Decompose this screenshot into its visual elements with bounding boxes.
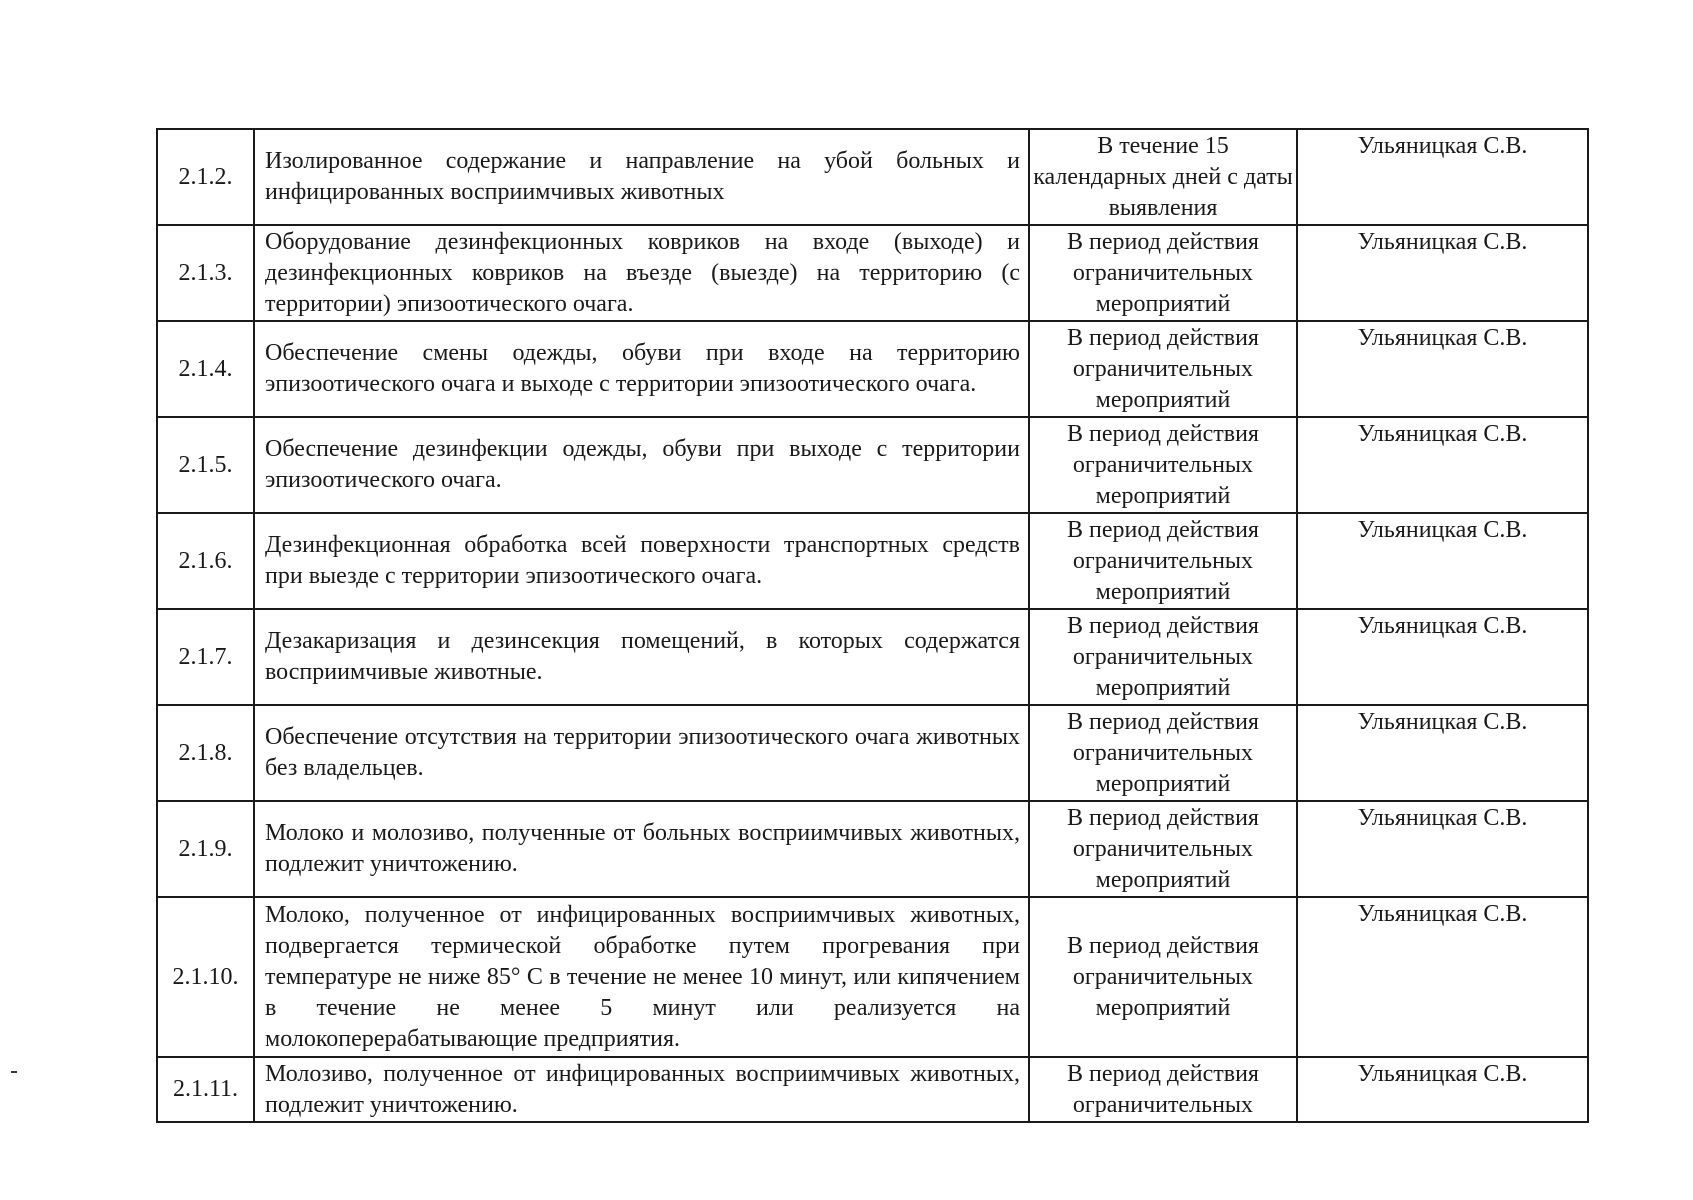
responsible-person: Ульяницкая С.В. [1297,225,1588,321]
item-number: 2.1.5. [157,417,254,513]
measure-text: Дезинфекционная обработка всей поверхности транспортных средств при выезде с территории эпизоотического очага. [254,513,1029,609]
item-number: 2.1.9. [157,801,254,897]
responsible-person: Ульяницкая С.В. [1297,801,1588,897]
table-row [157,513,1588,609]
measure-text: Обеспечение дезинфекции одежды, обуви при выходе с территории эпизоотического очага. [254,417,1029,513]
responsible-person: Ульяницкая С.В. [1297,321,1588,417]
deadline: В период действия ограничительных мероприятий [1029,513,1297,609]
deadline: В период действия ограничительных мероприятий [1029,225,1297,321]
deadline: В течение 15 календарных дней с даты выявления [1029,129,1297,225]
measure-text: Обеспечение отсутствия на территории эпизоотического очага животных без владельцев. [254,705,1029,801]
margin-mark [11,1071,17,1073]
responsible-person: Ульяницкая С.В. [1297,129,1588,225]
deadline: В период действия ограничительных мероприятий [1029,609,1297,705]
responsible-person: Ульяницкая С.В. [1297,417,1588,513]
responsible-person: Ульяницкая С.В. [1297,1057,1588,1122]
table-row [157,801,1588,897]
table-row [157,129,1588,225]
table-row [157,225,1588,321]
table-row [157,321,1588,417]
item-number: 2.1.2. [157,129,254,225]
deadline: В период действия ограничительных [1029,1057,1297,1122]
responsible-person: Ульяницкая С.В. [1297,897,1588,1057]
responsible-person: Ульяницкая С.В. [1297,513,1588,609]
item-number: 2.1.4. [157,321,254,417]
responsible-person: Ульяницкая С.В. [1297,705,1588,801]
measure-text: Обеспечение смены одежды, обуви при входе на территорию эпизоотического очага и выходе с территории эпизоотического очага. [254,321,1029,417]
measure-text: Изолированное содержание и направление на убой больных и инфицированных восприимчивых животных [254,129,1029,225]
measure-text: Дезакаризация и дезинсекция помещений, в которых содержатся восприимчивые животные. [254,609,1029,705]
deadline: В период действия ограничительных мероприятий [1029,801,1297,897]
deadline: В период действия ограничительных мероприятий [1029,321,1297,417]
measure-text: Молоко, полученное от инфицированных восприимчивых животных, подвергается термической обработке путем прогревания при температуре не ниже 85° С в течение не менее 10 минут, или кипячением в течение не менее 5 минут или реализуется на молокоперерабатывающие предприятия. [254,897,1029,1057]
item-number: 2.1.7. [157,609,254,705]
table-row [157,897,1588,1057]
item-number: 2.1.6. [157,513,254,609]
table-row [157,705,1588,801]
table-row [157,417,1588,513]
item-number: 2.1.8. [157,705,254,801]
measure-text: Молозиво, полученное от инфицированных восприимчивых животных, подлежит уничтожению. [254,1057,1029,1122]
measures-table [156,128,1589,1123]
table-row [157,609,1588,705]
deadline: В период действия ограничительных мероприятий [1029,897,1297,1057]
item-number: 2.1.3. [157,225,254,321]
item-number: 2.1.10. [157,897,254,1057]
measure-text: Оборудование дезинфекционных ковриков на входе (выходе) и дезинфекционных ковриков на въезде (выезде) на территорию (с территории) эпизоотического очага. [254,225,1029,321]
item-number: 2.1.11. [157,1057,254,1122]
responsible-person: Ульяницкая С.В. [1297,609,1588,705]
measure-text: Молоко и молозиво, полученные от больных восприимчивых животных, подлежит уничтожению. [254,801,1029,897]
deadline: В период действия ограничительных мероприятий [1029,705,1297,801]
deadline: В период действия ограничительных мероприятий [1029,417,1297,513]
table-row [157,1057,1588,1122]
